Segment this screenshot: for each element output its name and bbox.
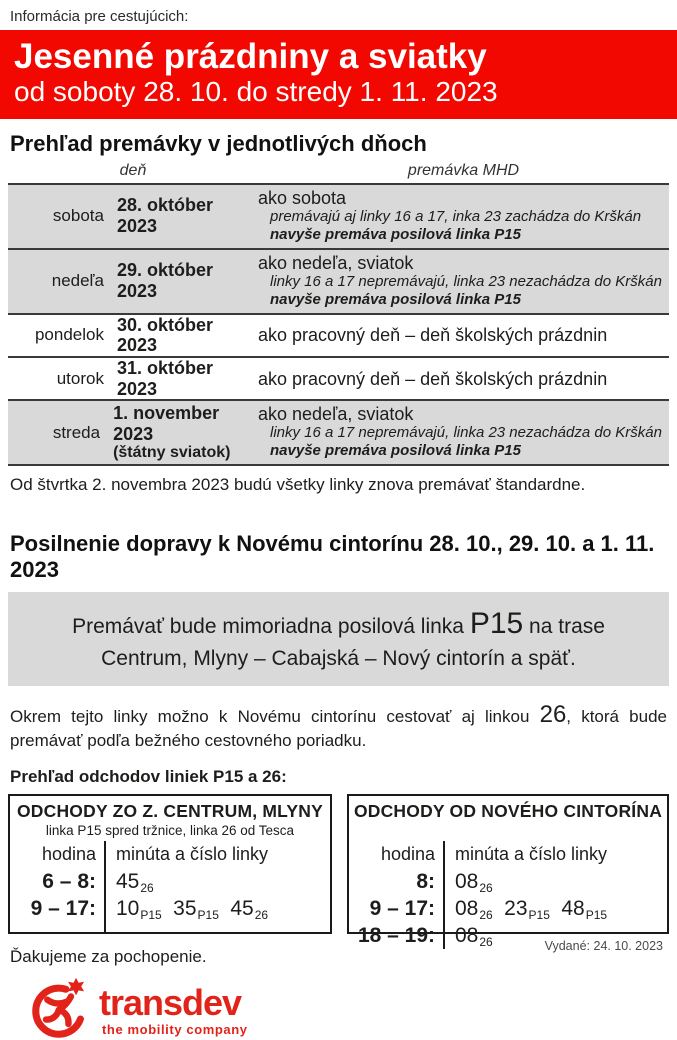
line-number-subscript: P15 [197,907,219,922]
figure-star-head [68,978,84,995]
line-number-subscript: P15 [528,907,550,922]
para-text-post: , ktorá bude premávať podľa bežného cestovného poriadku. [10,706,667,750]
minute-column-header: minúta a číslo linky [116,843,269,864]
transdev-logo [30,976,677,1040]
line-number-subscript: 26 [479,934,493,949]
hour-range: 18 – 19: [357,923,435,947]
daily-service-table [8,161,669,467]
overview-heading: Prehľad premávky v jednotlivých dňoch [10,130,427,156]
thanks-note: Ďakujeme za pochopenie. [10,946,207,966]
red-title-banner [0,30,677,119]
service-main: ako pracovný deň – deň školských prázdnin [258,368,608,389]
hour-column-header: hodina [380,843,435,864]
box-title: ODCHODY ZO Z. CENTRUM, MLYNY [16,800,324,821]
box-title: ODCHODY OD NOVÉHO CINTORÍNA [353,800,663,821]
hour-range: 9 – 17: [30,896,96,920]
transdev-logo-icon [30,976,94,1040]
box-subtitle [349,822,667,840]
day-date: 30. október 2023 [116,314,213,356]
para-text-pre: Okrem tejto linky možno k Novému cintorínu cestovať aj linkou [10,706,530,726]
table-header-row [8,161,669,183]
service-extra: navyše premáva posilová linka P15 [270,290,521,308]
hour-range: 6 – 8: [42,869,96,893]
day-note: (štátny sviatok) [113,444,231,462]
standard-service-note: Od štvrtka 2. novembra 2023 budú všetky linky znova premávať štandardne. [10,475,586,495]
info-for-passengers-label: Informácia pre cestujúcich: [10,8,189,25]
table-row-monday [8,313,669,356]
column-header-service: premávka MHD [407,161,520,179]
service-extra: navyše premáva posilová linka P15 [270,442,521,460]
line-number-subscript: 26 [254,907,269,922]
table-row-sunday [8,248,669,313]
box-subtitle: linka P15 spred tržnice, linka 26 od Tesca [45,822,295,838]
departure-times: 10P15 35P15 4526 [116,896,269,922]
banner-title: Jesenné prázdniny a sviatky [14,37,487,76]
service-detail: premávajú aj linky 16 a 17, inka 23 zachádza do Krškán [270,207,642,225]
line-number-subscript: 26 [479,880,493,895]
p15-route: Centrum, Mlyny – Cabajská – Nový cintorín a späť. [101,646,576,670]
day-name: pondelok [34,325,104,345]
p15-highlight-box [8,592,669,685]
table-row-saturday [8,183,669,248]
highlight-text-post: na trase [529,615,605,639]
hour-range: 9 – 17: [369,896,435,920]
departure-times: 0826 [455,923,493,949]
day-date: 29. október 2023 [116,260,213,302]
service-main: ako nedeľa, sviatok [258,404,414,425]
hours-column [349,841,445,949]
day-date: 1. november 2023 [113,402,220,444]
minutes-column [106,841,330,932]
departure-times: 0826 [455,869,493,895]
column-header-day: deň [119,161,147,179]
service-extra: navyše premáva posilová linka P15 [270,225,521,243]
hour-column-header: hodina [41,843,96,864]
service-main: ako sobota [258,187,347,208]
service-detail: linky 16 a 17 nepremávajú, linka 23 nezachádza do Krškán [270,272,662,290]
departures-heading: Prehľad odchodov liniek P15 a 26: [10,766,287,786]
table-row-tuesday [8,356,669,399]
service-main: ako nedeľa, sviatok [258,252,414,273]
line-26-label: 26 [539,700,567,728]
service-main: ako pracovný deň – deň školských prázdnin [258,325,608,346]
logo-wordmark: transdev [99,981,242,1023]
day-name: utorok [56,368,104,388]
minute-column-header: minúta a číslo linky [455,843,608,864]
day-date: 31. október 2023 [116,357,213,399]
day-name: nedeľa [51,271,104,291]
departure-times: 4526 [116,869,154,895]
departures-box-centrum [8,794,332,934]
banner-date-range: od soboty 28. 10. do stredy 1. 11. 2023 [14,76,498,108]
day-date: 28. október 2023 [116,195,213,237]
line-p15-label: P15 [469,607,524,641]
service-detail: linky 16 a 17 nepremávajú, linka 23 nezachádza do Krškán [270,424,662,442]
hour-range: 8: [416,869,435,893]
logo-tagline: the mobility company [102,1021,248,1037]
line-number-subscript: P15 [585,907,608,922]
highlight-text-pre: Premávať bude mimoriadna posilová linka [72,615,464,639]
line-26-paragraph [10,699,667,752]
day-name: streda [52,422,101,442]
line-number-subscript: 26 [479,907,493,922]
minutes-column [445,841,667,949]
table-row-wednesday [8,399,669,466]
reinforcement-heading: Posilnenie dopravy k Novému cintorínu 28. 10., 29. 10. a 1. 11. 2023 [10,531,655,583]
hours-column [10,841,106,932]
line-number-subscript: 26 [140,880,154,895]
departure-times: 0826 23P15 48P15 [455,896,608,922]
line-number-subscript: P15 [140,907,162,922]
issued-date: Vydané: 24. 10. 2023 [544,939,663,953]
day-name: sobota [52,206,104,226]
